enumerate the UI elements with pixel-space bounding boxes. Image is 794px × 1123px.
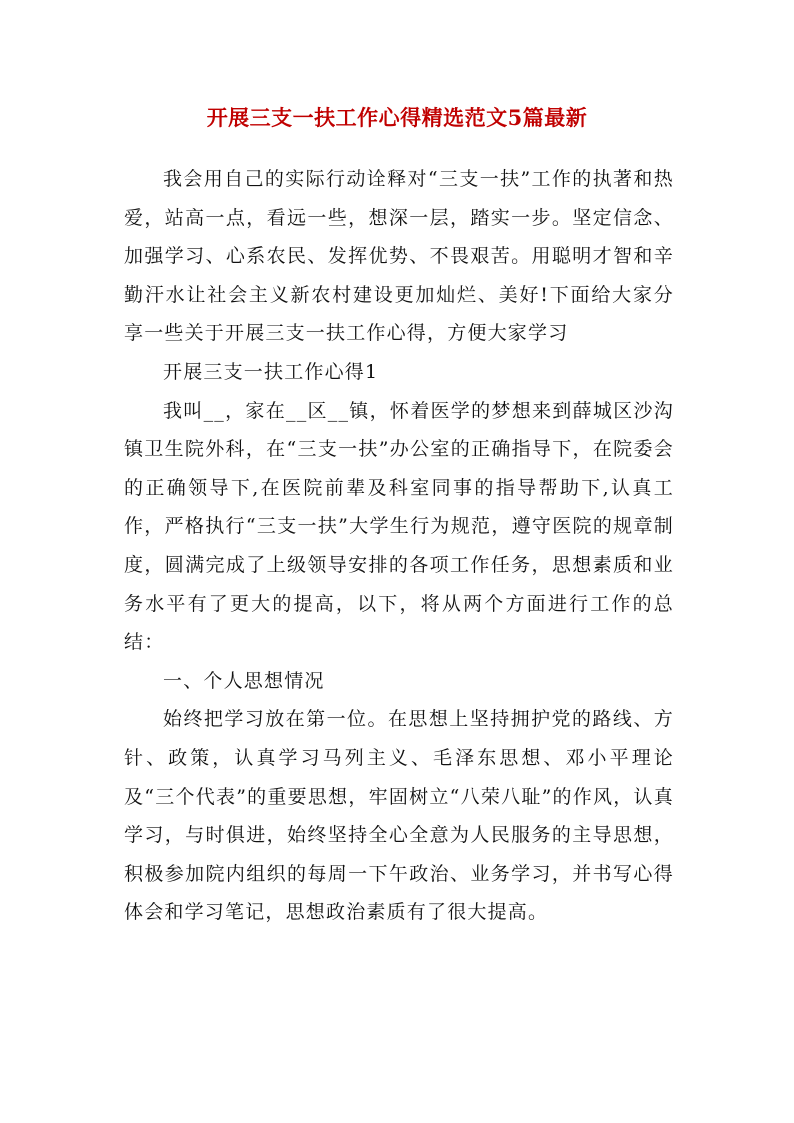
document-body [124, 160, 674, 932]
section-heading: 开展三支一扶工作心得1 [163, 360, 379, 383]
subsection-heading: 一、个人思想情况 [163, 669, 325, 692]
paragraph-ideology: 始终把学习放在第一位。在思想上坚持拥护党的路线、方针、政策，认真学习马列主义、毛泽东思想、邓小平理论及“三个代表”的重要思想，牢固树立“八荣八耻”的作风，认真学习，与时俱进，始终坚持全心全意为人民服务的主导思想，积极参加院内组织的每周一下午政治、业务学习，并书写心得体会和学习笔记，思想政治素质有了很大提高。 [124, 708, 674, 924]
paragraph-intro: 我会用自己的实际行动诠释对“三支一扶”工作的执著和热爱，站高一点，看远一些，想深一层，踏实一步。坚定信念、加强学习、心系农民、发挥优势、不畏艰苦。用聪明才智和辛勤汗水让社会主义新农村建设更加灿烂、美好!下面给大家分享一些关于开展三支一扶工作心得，方便大家学习 [124, 168, 674, 345]
paragraph-self-introduction: 我叫__，家在__区__镇，怀着医学的梦想来到薛城区沙沟镇卫生院外科，在“三支一扶”办公室的正确指导下，在院委会的正确领导下,在医院前辈及科室同事的指导帮助下,认真工作，严格执行“三支一扶”大学生行为规范，遵守医院的规章制度，圆满完成了上级领导安排的各项工作任务，思想素质和业务水平有了更大的提高，以下，将从两个方面进行工作的总结： [124, 399, 674, 654]
document-title: 开展三支一扶工作心得精选范文5篇最新 [206, 105, 588, 130]
